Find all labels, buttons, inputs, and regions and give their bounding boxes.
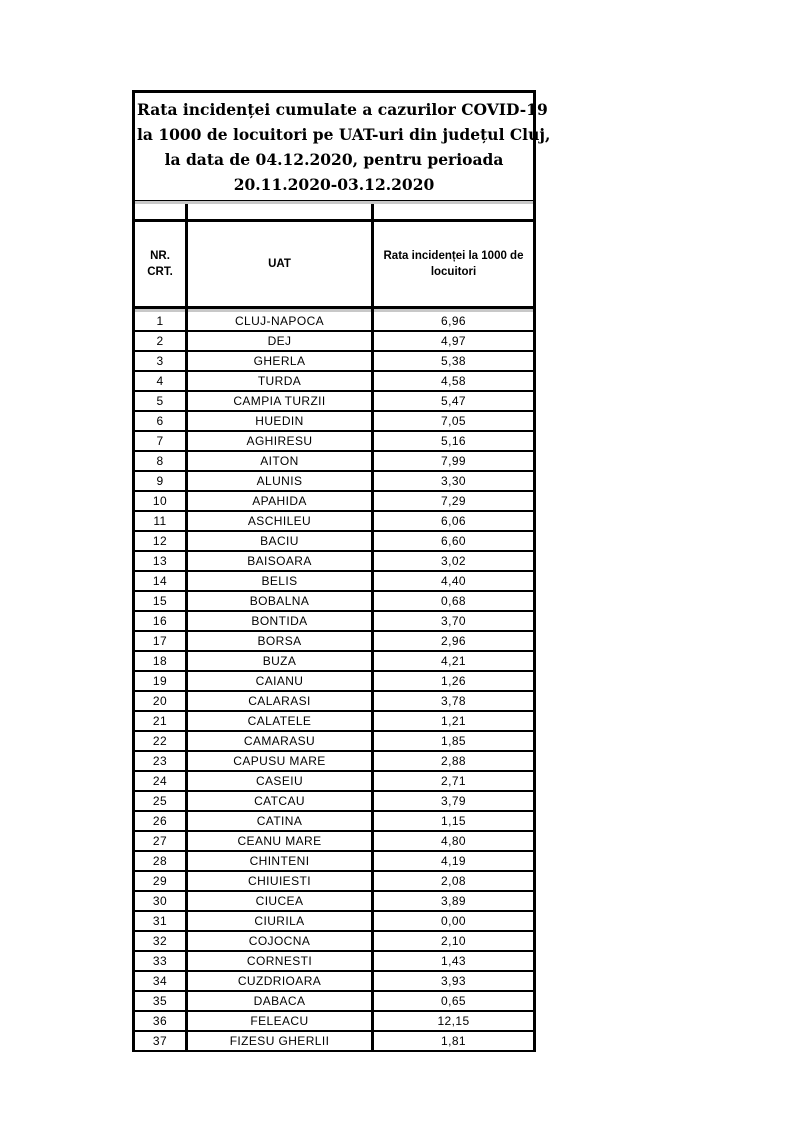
rate-cell: 5,47 xyxy=(441,394,466,408)
nr-cell: 31 xyxy=(135,912,188,930)
header-row xyxy=(135,222,533,309)
table-row xyxy=(135,312,533,330)
title-line-2: la 1000 de locuitori pe UAT-uri din județul Cluj, xyxy=(137,125,551,144)
rate-cell: 1,21 xyxy=(441,714,466,728)
uat-cell: CORNESTI xyxy=(188,952,374,970)
uat-cell: CAPUSU MARE xyxy=(188,752,374,770)
rate-cell: 2,96 xyxy=(441,634,466,648)
nr-cell: 24 xyxy=(135,772,188,790)
uat-cell: CIUCEA xyxy=(188,892,374,910)
nr-cell: 19 xyxy=(135,672,188,690)
rate-cell: 2,08 xyxy=(441,874,466,888)
rate-cell: 1,43 xyxy=(441,954,466,968)
table-row xyxy=(135,870,533,890)
rate-cell: 2,10 xyxy=(441,934,466,948)
nr-cell: 37 xyxy=(135,1032,188,1050)
uat-cell: BOBALNA xyxy=(188,592,374,610)
title-line-4: 20.11.2020-03.12.2020 xyxy=(233,175,435,194)
uat-cell: CEANU MARE xyxy=(188,832,374,850)
nr-cell: 23 xyxy=(135,752,188,770)
incidence-table xyxy=(132,90,551,1052)
rate-cell: 3,79 xyxy=(441,794,466,808)
nr-cell: 27 xyxy=(135,832,188,850)
table-row xyxy=(135,730,533,750)
rate-cell: 4,58 xyxy=(441,374,466,388)
rate-cell: 4,21 xyxy=(441,654,466,668)
uat-cell: CASEIU xyxy=(188,772,374,790)
rate-cell: 0,65 xyxy=(441,994,466,1008)
uat-cell: CUZDRIOARA xyxy=(188,972,374,990)
table-row xyxy=(135,930,533,950)
rate-cell: 3,30 xyxy=(441,474,466,488)
nr-cell: 5 xyxy=(135,392,188,410)
rate-cell: 3,70 xyxy=(441,614,466,628)
nr-cell: 33 xyxy=(135,952,188,970)
rate-cell: 3,93 xyxy=(441,974,466,988)
nr-cell: 28 xyxy=(135,852,188,870)
header-uat: UAT xyxy=(188,222,374,306)
nr-cell: 34 xyxy=(135,972,188,990)
table-row xyxy=(135,390,533,410)
uat-cell: CHINTENI xyxy=(188,852,374,870)
uat-cell: BAISOARA xyxy=(188,552,374,570)
nr-cell: 3 xyxy=(135,352,188,370)
uat-cell: BONTIDA xyxy=(188,612,374,630)
nr-cell: 1 xyxy=(135,312,188,330)
title-line-3: la data de 04.12.2020, pentru perioada xyxy=(164,150,504,169)
nr-cell: 7 xyxy=(135,432,188,450)
rate-cell: 7,29 xyxy=(441,494,466,508)
uat-cell: AITON xyxy=(188,452,374,470)
table-row xyxy=(135,670,533,690)
uat-cell: ALUNIS xyxy=(188,472,374,490)
uat-cell: CATINA xyxy=(188,812,374,830)
table-row xyxy=(135,1010,533,1030)
rate-cell: 0,68 xyxy=(441,594,466,608)
uat-cell: CAMPIA TURZII xyxy=(188,392,374,410)
uat-cell: CALARASI xyxy=(188,692,374,710)
nr-cell: 8 xyxy=(135,452,188,470)
table-row xyxy=(135,590,533,610)
table-row xyxy=(135,570,533,590)
uat-cell: CATCAU xyxy=(188,792,374,810)
table-row xyxy=(135,810,533,830)
uat-cell: BUZA xyxy=(188,652,374,670)
rate-cell: 4,40 xyxy=(441,574,466,588)
rate-cell: 5,38 xyxy=(441,354,466,368)
rate-cell: 1,15 xyxy=(441,814,466,828)
nr-cell: 18 xyxy=(135,652,188,670)
rate-cell: 1,26 xyxy=(441,674,466,688)
uat-cell: HUEDIN xyxy=(188,412,374,430)
table-row xyxy=(135,470,533,490)
uat-cell: BELIS xyxy=(188,572,374,590)
nr-cell: 21 xyxy=(135,712,188,730)
rate-cell: 7,05 xyxy=(441,414,466,428)
table-row xyxy=(135,650,533,670)
nr-cell: 4 xyxy=(135,372,188,390)
table-row xyxy=(135,630,533,650)
table-row xyxy=(135,450,533,470)
table-row xyxy=(135,430,533,450)
nr-cell: 9 xyxy=(135,472,188,490)
nr-cell: 13 xyxy=(135,552,188,570)
uat-cell: GHERLA xyxy=(188,352,374,370)
table-row xyxy=(135,830,533,850)
table-row xyxy=(135,970,533,990)
nr-cell: 29 xyxy=(135,872,188,890)
uat-cell: APAHIDA xyxy=(188,492,374,510)
table-row xyxy=(135,410,533,430)
nr-cell: 17 xyxy=(135,632,188,650)
rate-cell: 0,00 xyxy=(441,914,466,928)
table-body xyxy=(135,312,533,1050)
rate-cell: 3,02 xyxy=(441,554,466,568)
table-row xyxy=(135,750,533,770)
table-row xyxy=(135,890,533,910)
table-row xyxy=(135,610,533,630)
nr-cell: 15 xyxy=(135,592,188,610)
uat-cell: CIURILA xyxy=(188,912,374,930)
rate-cell: 4,97 xyxy=(441,334,466,348)
nr-cell: 30 xyxy=(135,892,188,910)
nr-cell: 25 xyxy=(135,792,188,810)
rate-cell: 3,89 xyxy=(441,894,466,908)
table-row xyxy=(135,910,533,930)
table-row xyxy=(135,850,533,870)
rate-cell: 2,71 xyxy=(441,774,466,788)
nr-cell: 12 xyxy=(135,532,188,550)
table-row xyxy=(135,350,533,370)
uat-cell: CLUJ-NAPOCA xyxy=(188,312,374,330)
nr-cell: 11 xyxy=(135,512,188,530)
uat-cell: TURDA xyxy=(188,372,374,390)
nr-cell: 20 xyxy=(135,692,188,710)
uat-cell: DABACA xyxy=(188,992,374,1010)
rate-cell: 1,85 xyxy=(441,734,466,748)
table-row xyxy=(135,790,533,810)
nr-cell: 36 xyxy=(135,1012,188,1030)
table-row xyxy=(135,1030,533,1050)
table-row xyxy=(135,550,533,570)
uat-cell: AGHIRESU xyxy=(188,432,374,450)
nr-cell: 32 xyxy=(135,932,188,950)
nr-cell: 10 xyxy=(135,492,188,510)
rate-cell: 7,99 xyxy=(441,454,466,468)
rate-cell: 6,60 xyxy=(441,534,466,548)
nr-cell: 16 xyxy=(135,612,188,630)
rate-cell: 1,81 xyxy=(441,1034,466,1048)
nr-cell: 22 xyxy=(135,732,188,750)
table-row xyxy=(135,330,533,350)
nr-cell: 6 xyxy=(135,412,188,430)
table-row xyxy=(135,710,533,730)
rate-cell: 12,15 xyxy=(437,1014,470,1028)
table-row xyxy=(135,530,533,550)
rate-cell: 4,80 xyxy=(441,834,466,848)
nr-cell: 14 xyxy=(135,572,188,590)
title-line-1: Rata incidenței cumulate a cazurilor COVID-19 xyxy=(137,100,548,119)
rate-cell: 6,06 xyxy=(441,514,466,528)
rate-cell: 2,88 xyxy=(441,754,466,768)
nr-cell: 26 xyxy=(135,812,188,830)
rate-cell: 3,78 xyxy=(441,694,466,708)
uat-cell: FELEACU xyxy=(188,1012,374,1030)
uat-cell: DEJ xyxy=(188,332,374,350)
table-row xyxy=(135,950,533,970)
table-row xyxy=(135,510,533,530)
header-rate: Rata incidenței la 1000 de locuitori xyxy=(383,250,524,278)
table-row xyxy=(135,990,533,1010)
uat-cell: CALATELE xyxy=(188,712,374,730)
uat-cell: CAMARASU xyxy=(188,732,374,750)
table-row xyxy=(135,770,533,790)
rate-cell: 4,19 xyxy=(441,854,466,868)
table-row xyxy=(135,370,533,390)
nr-cell: 35 xyxy=(135,992,188,1010)
table-row xyxy=(135,490,533,510)
table-row xyxy=(135,690,533,710)
uat-cell: CAIANU xyxy=(188,672,374,690)
uat-cell: ASCHILEU xyxy=(188,512,374,530)
uat-cell: BACIU xyxy=(188,532,374,550)
rate-cell: 5,16 xyxy=(441,434,466,448)
rate-cell: 6,96 xyxy=(441,314,466,328)
uat-cell: CHIUIESTI xyxy=(188,872,374,890)
uat-cell: BORSA xyxy=(188,632,374,650)
table-title xyxy=(135,93,551,200)
spacer-row xyxy=(135,204,533,222)
nr-cell: 2 xyxy=(135,332,188,350)
uat-cell: FIZESU GHERLII xyxy=(188,1032,374,1050)
header-nr-crt: NR. CRT. xyxy=(135,222,188,306)
uat-cell: COJOCNA xyxy=(188,932,374,950)
